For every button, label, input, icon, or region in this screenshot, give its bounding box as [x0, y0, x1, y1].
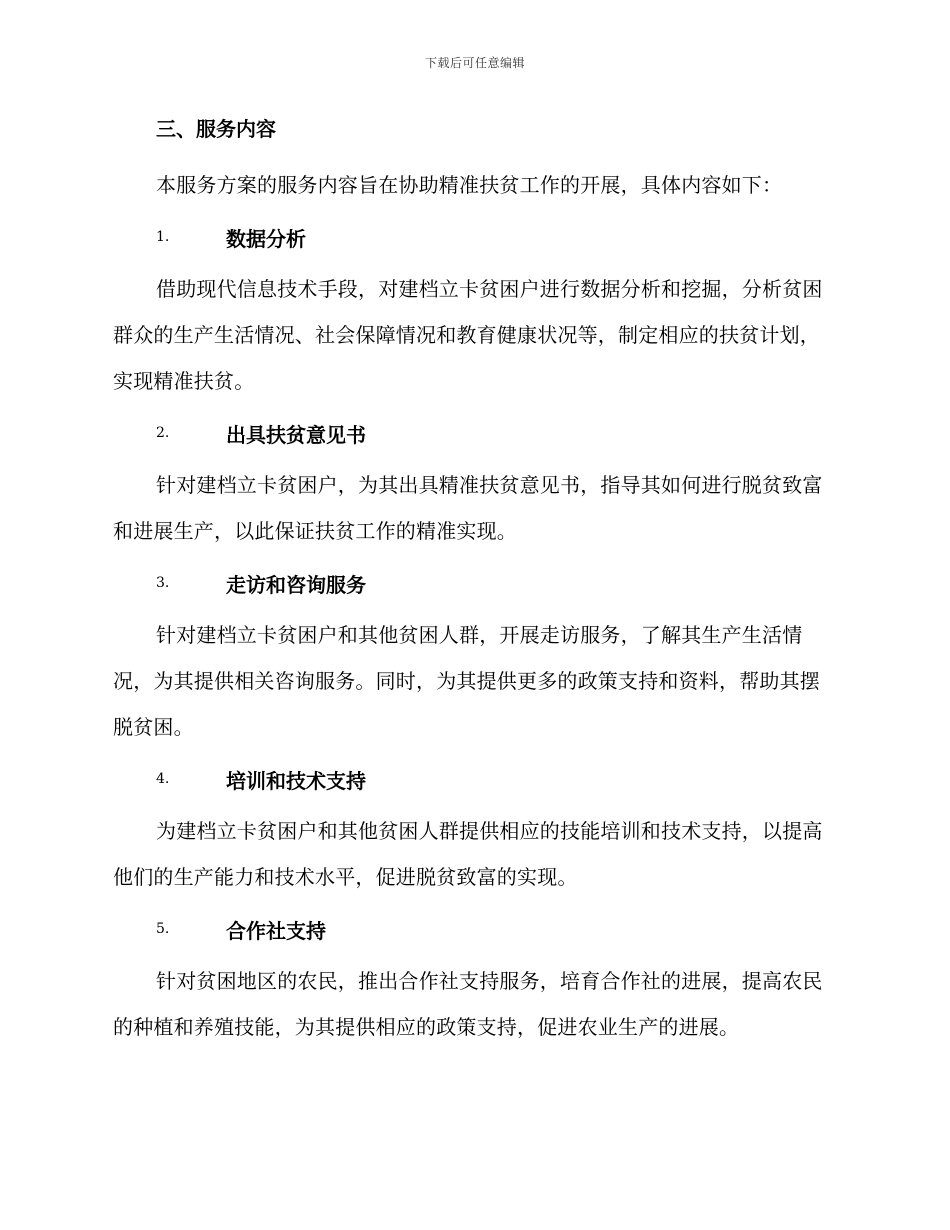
item-number: 4. — [156, 771, 170, 787]
item-number: 5. — [156, 921, 170, 937]
section-intro: 本服务方案的服务内容旨在协助精准扶贫工作的开展，具体内容如下： — [156, 173, 783, 197]
list-item-3 — [113, 564, 833, 750]
item-number: 3. — [156, 575, 170, 591]
item-heading — [113, 414, 833, 452]
page-header-note: 下载后可任意编辑 — [424, 56, 525, 70]
item-title: 走访和咨询服务 — [226, 572, 366, 597]
list-item-1 — [113, 218, 833, 404]
item-body: 针对贫困地区的农民，推出合作社支持服务，培育合作社的进展，提高农民的种植和养殖技能，为其提供相应的政策支持，促进农业生产的进展。 — [113, 969, 823, 1039]
list-item-5 — [113, 910, 833, 1050]
item-heading — [113, 218, 833, 256]
list-item-4 — [113, 760, 833, 900]
item-number: 1. — [156, 229, 170, 245]
item-body: 针对建档立卡贫困户，为其出具精准扶贫意见书，指导其如何进行脱贫致富和进展生产，以此保证扶贫工作的精准实现。 — [113, 473, 823, 543]
item-body: 为建档立卡贫困户和其他贫困人群提供相应的技能培训和技术支持，以提高他们的生产能力和技术水平，促进脱贫致富的实现。 — [113, 819, 823, 889]
list-item-2 — [113, 414, 833, 554]
item-title: 合作社支持 — [226, 918, 326, 943]
item-title: 培训和技术支持 — [226, 768, 366, 793]
document-body — [113, 110, 833, 1060]
item-number: 2. — [156, 425, 170, 441]
item-body: 借助现代信息技术手段，对建档立卡贫困户进行数据分析和挖掘，分析贫困群众的生产生活情况、社会保障情况和教育健康状况等，制定相应的扶贫计划，实现精准扶贫。 — [113, 277, 823, 393]
item-heading — [113, 910, 833, 948]
item-body: 针对建档立卡贫困户和其他贫困人群，开展走访服务，了解其生产生活情况，为其提供相关咨询服务。同时，为其提供更多的政策支持和资料，帮助其摆脱贫困。 — [113, 623, 820, 739]
item-heading — [113, 564, 833, 602]
item-title: 数据分析 — [226, 226, 306, 251]
item-heading — [113, 760, 833, 798]
item-title: 出具扶贫意见书 — [226, 422, 366, 447]
section-heading: 三、服务内容 — [156, 117, 276, 141]
